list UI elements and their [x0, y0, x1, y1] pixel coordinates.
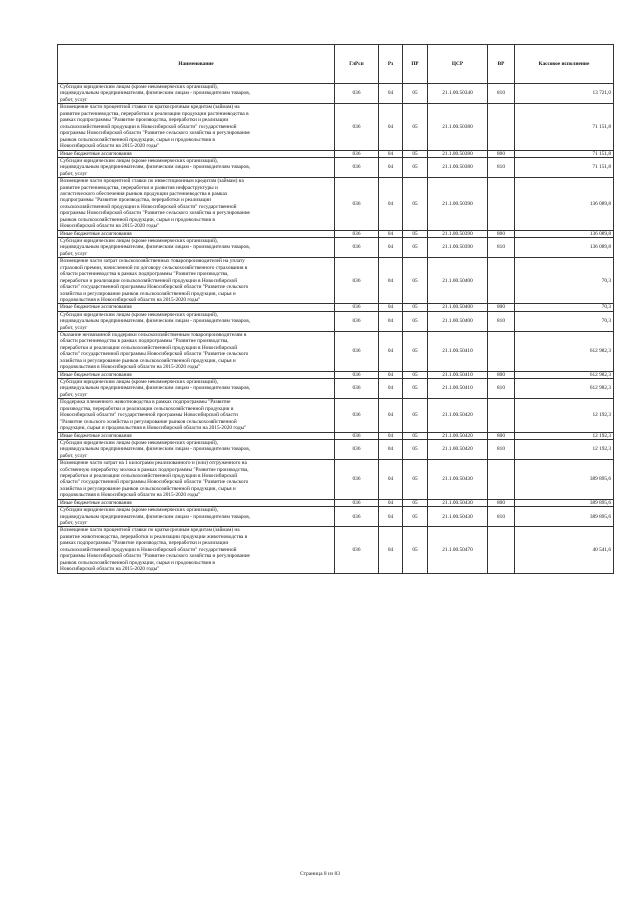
cell-name: Возмещение части затрат на 1 килограмм реализованного и (или) отгруженного на собственную переработку молока в рамках подпрограммы "Развитие производства, переработки и реализации сельскохозяйственной продукции в Новосибирской области" государственной программы Новосибирской области "Развитие сельского хозяйства и регулирование рынков сельскохозяйственной продукции, сырья и продовольствия в Новосибирской области на 2015-2020 годы" [58, 460, 335, 500]
cell-name: Возмещение части процентной ставки по краткосрочным кредитам (займам) на развитие растениеводства, переработки и реализации продукции растениеводства в рамках подпрограммы "Развитие производства, переработки и реализации сельскохозяйственной продукции в Новосибирской области" государственной программы Новосибирской области "Развитие сельского хозяйства и регулирование рынков сельскохозяйственной продукции, сырья и продовольствия в Новосибирской области на 2015-2020 годы" [58, 104, 335, 150]
cell-name: Иные бюджетные ассигнования [58, 432, 335, 439]
cell-vr: 800 [488, 432, 515, 439]
cell-rz: 04 [379, 527, 403, 573]
cell-pr: 05 [403, 399, 428, 432]
header-name: Наименование [58, 45, 335, 84]
cell-glrsp: 036 [335, 439, 379, 459]
table-row [58, 399, 614, 432]
table-row [58, 507, 614, 527]
cell-vr [488, 527, 515, 573]
cell-name: Иные бюджетные ассигнования [58, 150, 335, 157]
cell-glrsp: 036 [335, 230, 379, 237]
cell-rz: 04 [379, 460, 403, 500]
table-row [58, 460, 614, 500]
table-row [58, 311, 614, 331]
cell-glrsp: 036 [335, 371, 379, 378]
table-row [58, 178, 614, 231]
cell-csr: 21.1.00.50420 [428, 439, 488, 459]
cell-csr: 21.1.00.50390 [428, 237, 488, 257]
cell-pr: 05 [403, 150, 428, 157]
cell-vr: 800 [488, 371, 515, 378]
cell-amount: 12 192,3 [515, 439, 614, 459]
cell-vr [488, 332, 515, 372]
cell-amount: 70,3 [515, 311, 614, 331]
table-row [58, 439, 614, 459]
cell-csr: 21.1.00.50380 [428, 157, 488, 177]
cell-glrsp: 036 [335, 150, 379, 157]
cell-amount: 612 982,3 [515, 332, 614, 372]
cell-csr: 21.1.00.50420 [428, 399, 488, 432]
table-row [58, 304, 614, 311]
cell-glrsp: 036 [335, 378, 379, 398]
cell-glrsp: 036 [335, 258, 379, 304]
cell-amount: 71 151,8 [515, 150, 614, 157]
table-row [58, 371, 614, 378]
cell-vr: 810 [488, 378, 515, 398]
cell-pr: 05 [403, 178, 428, 231]
table-row [58, 104, 614, 150]
cell-vr [488, 258, 515, 304]
cell-vr: 810 [488, 157, 515, 177]
cell-rz: 04 [379, 432, 403, 439]
cell-pr: 05 [403, 432, 428, 439]
header-glrsp: ГлРсп [335, 45, 379, 84]
cell-amount: 70,3 [515, 304, 614, 311]
cell-vr: 810 [488, 507, 515, 527]
cell-pr: 05 [403, 258, 428, 304]
cell-glrsp: 036 [335, 499, 379, 506]
table-body [58, 84, 614, 574]
cell-name: Субсидии юридическим лицам (кроме некоммерческих организаций), индивидуальным предпринимателям, физическим лицам - производителям товаров, работ, услуг [58, 237, 335, 257]
cell-glrsp: 036 [335, 237, 379, 257]
cell-rz: 04 [379, 178, 403, 231]
cell-glrsp: 036 [335, 304, 379, 311]
cell-rz: 04 [379, 237, 403, 257]
cell-vr: 800 [488, 150, 515, 157]
cell-vr [488, 460, 515, 500]
cell-pr: 05 [403, 237, 428, 257]
cell-csr: 21.1.00.50410 [428, 371, 488, 378]
table-row [58, 332, 614, 372]
cell-vr: 800 [488, 499, 515, 506]
table-row [58, 527, 614, 573]
cell-pr: 05 [403, 507, 428, 527]
table-row [58, 258, 614, 304]
cell-vr: 810 [488, 439, 515, 459]
cell-rz: 04 [379, 378, 403, 398]
cell-vr: 800 [488, 304, 515, 311]
cell-pr: 05 [403, 157, 428, 177]
header-csr: ЦСР [428, 45, 488, 84]
cell-rz: 04 [379, 230, 403, 237]
cell-name: Субсидии юридическим лицам (кроме некоммерческих организаций), индивидуальным предпринимателям, физическим лицам - производителям товаров, работ, услуг [58, 311, 335, 331]
cell-csr: 21.1.00.50380 [428, 104, 488, 150]
header-amount: Кассовое исполнение [515, 45, 614, 84]
cell-glrsp: 036 [335, 507, 379, 527]
cell-rz: 04 [379, 439, 403, 459]
cell-name: Оказание несвязанной поддержки сельскохозяйственным товаропроизводителям в области растениеводства в рамках подпрограммы "Развитие производства, переработки и реализации сельскохозяйственной продукции в Новосибирской области" государственной программы Новосибирской области "Развитие сельского хозяйства и регулирование рынков сельскохозяйственной продукции, сырья и продовольствия в Новосибирской области на 2015-2020 годы" [58, 332, 335, 372]
header-pr: ПР [403, 45, 428, 84]
cell-name: Субсидии юридическим лицам (кроме некоммерческих организаций), индивидуальным предпринимателям, физическим лицам - производителям товаров, работ, услуг [58, 507, 335, 527]
cell-glrsp: 036 [335, 432, 379, 439]
cell-vr: 810 [488, 311, 515, 331]
table-row [58, 499, 614, 506]
table-row [58, 237, 614, 257]
cell-csr: 21.1.00.50390 [428, 230, 488, 237]
cell-rz: 04 [379, 507, 403, 527]
cell-csr: 21.1.00.50430 [428, 499, 488, 506]
cell-vr [488, 399, 515, 432]
table-row [58, 157, 614, 177]
table-row [58, 150, 614, 157]
table-row [58, 432, 614, 439]
cell-name: Иные бюджетные ассигнования [58, 371, 335, 378]
budget-execution-table [57, 44, 614, 574]
cell-glrsp: 036 [335, 178, 379, 231]
cell-amount: 612 982,3 [515, 378, 614, 398]
header-vr: ВР [488, 45, 515, 84]
cell-rz: 04 [379, 332, 403, 372]
cell-pr: 05 [403, 311, 428, 331]
cell-glrsp: 036 [335, 311, 379, 331]
cell-amount: 136 089,8 [515, 178, 614, 231]
cell-glrsp: 036 [335, 332, 379, 372]
cell-amount: 12 192,3 [515, 399, 614, 432]
cell-pr: 05 [403, 460, 428, 500]
cell-pr: 05 [403, 332, 428, 372]
cell-csr: 21.1.00.50470 [428, 527, 488, 573]
cell-vr: 810 [488, 237, 515, 257]
cell-pr: 05 [403, 304, 428, 311]
cell-amount: 12 192,3 [515, 432, 614, 439]
cell-name: Возмещение части затрат сельскохозяйственных товаропроизводителей на уплату страховой премии, начисленной по договору сельскохозяйственного страхования в области растениеводства в рамках подпрограммы "Развитие производства, переработки и реализации сельскохозяйственной продукции в Новосибирской области" государственной программы Новосибирской области "Развитие сельского хозяйства и регулирование рынков сельскохозяйственной продукции, сырья и продовольствия в Новосибирской области на 2015-2020 годы" [58, 258, 335, 304]
table-row [58, 230, 614, 237]
cell-csr: 21.1.00.50410 [428, 332, 488, 372]
cell-name: Иные бюджетные ассигнования [58, 499, 335, 506]
cell-glrsp: 036 [335, 527, 379, 573]
cell-rz: 04 [379, 104, 403, 150]
cell-pr: 05 [403, 371, 428, 378]
cell-glrsp: 036 [335, 157, 379, 177]
cell-vr: 800 [488, 230, 515, 237]
cell-csr: 21.1.00.50420 [428, 432, 488, 439]
cell-csr: 21.1.00.50400 [428, 304, 488, 311]
cell-rz: 04 [379, 399, 403, 432]
cell-name: Субсидии юридическим лицам (кроме некоммерческих организаций), индивидуальным предпринимателям, физическим лицам - производителям товаров, работ, услуг [58, 439, 335, 459]
table-row [58, 84, 614, 104]
header-rz: Рз [379, 45, 403, 84]
cell-pr: 05 [403, 499, 428, 506]
cell-amount: 389 895,6 [515, 499, 614, 506]
cell-pr: 05 [403, 527, 428, 573]
cell-csr: 21.1.00.50380 [428, 150, 488, 157]
cell-csr: 21.1.00.50390 [428, 178, 488, 231]
cell-rz: 04 [379, 499, 403, 506]
cell-glrsp: 036 [335, 399, 379, 432]
cell-rz: 04 [379, 84, 403, 104]
cell-glrsp: 036 [335, 460, 379, 500]
cell-vr: 810 [488, 84, 515, 104]
cell-amount: 13 721,0 [515, 84, 614, 104]
cell-rz: 04 [379, 157, 403, 177]
cell-csr: 21.1.00.50400 [428, 258, 488, 304]
cell-csr: 21.1.00.50340 [428, 84, 488, 104]
cell-name: Иные бюджетные ассигнования [58, 230, 335, 237]
cell-pr: 05 [403, 104, 428, 150]
cell-rz: 04 [379, 258, 403, 304]
cell-csr: 21.1.00.50410 [428, 378, 488, 398]
cell-vr [488, 178, 515, 231]
cell-name: Поддержка племенного животноводства в рамках подпрограммы "Развитие производства, переработки и реализации сельскохозяйственной продукции в Новосибирской области" государственной программы Новосибирской области "Развитие сельского хозяйства и регулирование рынков сельскохозяйственной продукции, сырья и продовольствия в Новосибирской области на 2015-2020 годы" [58, 399, 335, 432]
cell-pr: 05 [403, 230, 428, 237]
cell-name: Возмещение части процентной ставки по краткосрочным кредитам (займам) на развитие животноводства, переработки и реализации продукции животноводства в рамках подпрограммы "Развитие производства, переработки и реализации сельскохозяйственной продукции в Новосибирской области" государственной программы Новосибирской области "Развитие сельского хозяйства и регулирование рынков сельскохозяйственной продукции, сырья и продовольствия в Новосибирской области на 2015-2020 годы" [58, 527, 335, 573]
cell-rz: 04 [379, 150, 403, 157]
cell-amount: 70,3 [515, 258, 614, 304]
table-row [58, 378, 614, 398]
cell-amount: 389 895,6 [515, 460, 614, 500]
cell-glrsp: 036 [335, 104, 379, 150]
cell-pr: 05 [403, 378, 428, 398]
cell-csr: 21.1.00.50430 [428, 507, 488, 527]
cell-amount: 612 982,3 [515, 371, 614, 378]
page-number: Страница 8 из 83 [299, 871, 341, 877]
cell-name: Субсидии юридическим лицам (кроме некоммерческих организаций), индивидуальным предпринимателям, физическим лицам - производителям товаров, работ, услуг [58, 378, 335, 398]
table-header-row [58, 45, 614, 84]
cell-rz: 04 [379, 304, 403, 311]
cell-name: Субсидии юридическим лицам (кроме некоммерческих организаций), индивидуальным предпринимателям, физическим лицам - производителям товаров, работ, услуг [58, 84, 335, 104]
cell-vr [488, 104, 515, 150]
cell-pr: 05 [403, 439, 428, 459]
cell-amount: 389 895,6 [515, 507, 614, 527]
cell-csr: 21.1.00.50430 [428, 460, 488, 500]
cell-csr: 21.1.00.50400 [428, 311, 488, 331]
cell-amount: 136 089,8 [515, 230, 614, 237]
cell-glrsp: 036 [335, 84, 379, 104]
cell-amount: 71 151,8 [515, 104, 614, 150]
budget-table-container [57, 44, 613, 574]
cell-name: Субсидии юридическим лицам (кроме некоммерческих организаций), индивидуальным предпринимателям, физическим лицам - производителям товаров, работ, услуг [58, 157, 335, 177]
cell-amount: 71 151,8 [515, 157, 614, 177]
cell-name: Иные бюджетные ассигнования [58, 304, 335, 311]
cell-rz: 04 [379, 371, 403, 378]
cell-rz: 04 [379, 311, 403, 331]
cell-pr: 05 [403, 84, 428, 104]
cell-name: Возмещение части процентной ставки по инвестиционным кредитам (займам) на развитие растениеводства, переработки и развития инфраструктуры и логистического обеспечения рынков продукции растениеводства в рамках подпрограммы "Развитие производства, переработки и реализации сельскохозяйственной продукции в Новосибирской области" государственной программы Новосибирской области "Развитие сельского хозяйства и регулирование рынков сельскохозяйственной продукции, сырья и продовольствия в Новосибирской области на 2015-2020 годы" [58, 178, 335, 231]
cell-amount: 40 541,6 [515, 527, 614, 573]
cell-amount: 136 089,8 [515, 237, 614, 257]
